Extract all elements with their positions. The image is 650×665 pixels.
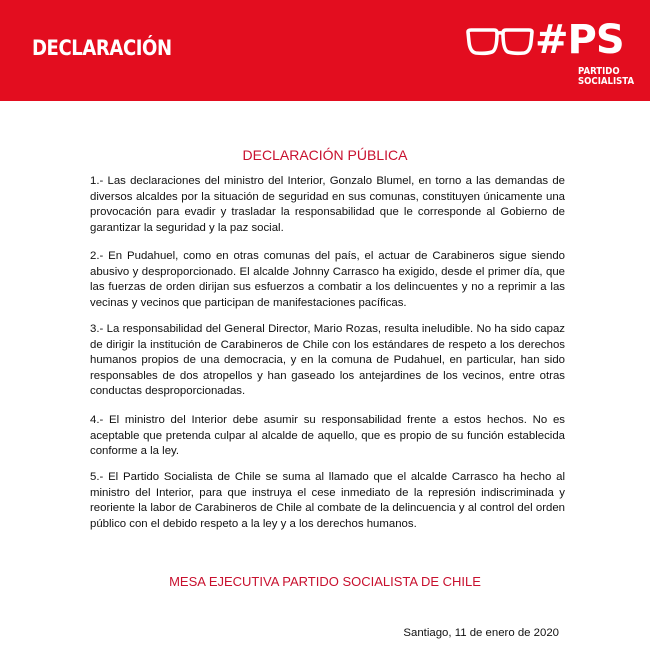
paragraph-2: 2.- En Pudahuel, como en otras comunas del país, el actuar de Carabineros sigue siendo abusivo y desproporcionado. El alcalde Johnny Carrasco ha exigido, desde el primer día, que las fuerzas de orden dirijan sus esfuerzos a combatir a los delincuentes y no a reprimir a las vecinas y vecinos que participan de manifestaciones pacíficas. xyxy=(90,250,565,309)
signature: MESA EJECUTIVA PARTIDO SOCIALISTA DE CHILE xyxy=(169,574,481,589)
header-banner xyxy=(0,0,650,101)
paragraph-5: 5.- El Partido Socialista de Chile se suma al llamado que el alcalde Carrasco ha hecho al ministro del Interior, para que instruya el cese inmediato de la represión indiscriminada y reoriente la labor de Carabineros de Chile al combate de la delincuencia y al control del orden público con el debido respeto a la ley y a los derechos humanos. xyxy=(90,471,565,530)
logo-subtitle-line1: PARTIDO xyxy=(578,66,620,77)
glasses-icon xyxy=(466,28,534,56)
paragraph-4: 4.- El ministro del Interior debe asumir su responsabilidad frente a estos hechos. No es aceptable que pretenda culpar al alcalde de aquello, que es propio de su función establecida conforme a la ley. xyxy=(90,414,565,457)
header-title: DECLARACIÓN xyxy=(32,36,172,60)
logo-text: #PS xyxy=(535,17,624,63)
logo-subtitle-line2: SOCIALISTA xyxy=(578,76,635,87)
paragraph-1: 1.- Las declaraciones del ministro del Interior, Gonzalo Blumel, en torno a las demandas de diversos alcaldes por la situación de seguridad en sus comunas, constituyen únicamente una provocación para evadir y trasladar la responsabilidad que le corresponde al Gobierno de garantizar la seguridad y la paz social. xyxy=(90,175,565,234)
paragraph-3: 3.- La responsabilidad del General Director, Mario Rozas, resulta ineludible. No ha sido capaz de dirigir la institución de Carabineros de Chile con los estándares de respeto a los derechos humanos propios de una democracia, y en la comuna de Pudahuel, en particular, han sido responsables de dos atropellos y han gaseado los antejardines de los vecinos, entre otras conductas desproporcionadas. xyxy=(90,323,565,397)
date: Santiago, 11 de enero de 2020 xyxy=(403,627,559,639)
document-title: DECLARACIÓN PÚBLICA xyxy=(242,147,408,163)
logo-subtitle xyxy=(578,67,634,87)
